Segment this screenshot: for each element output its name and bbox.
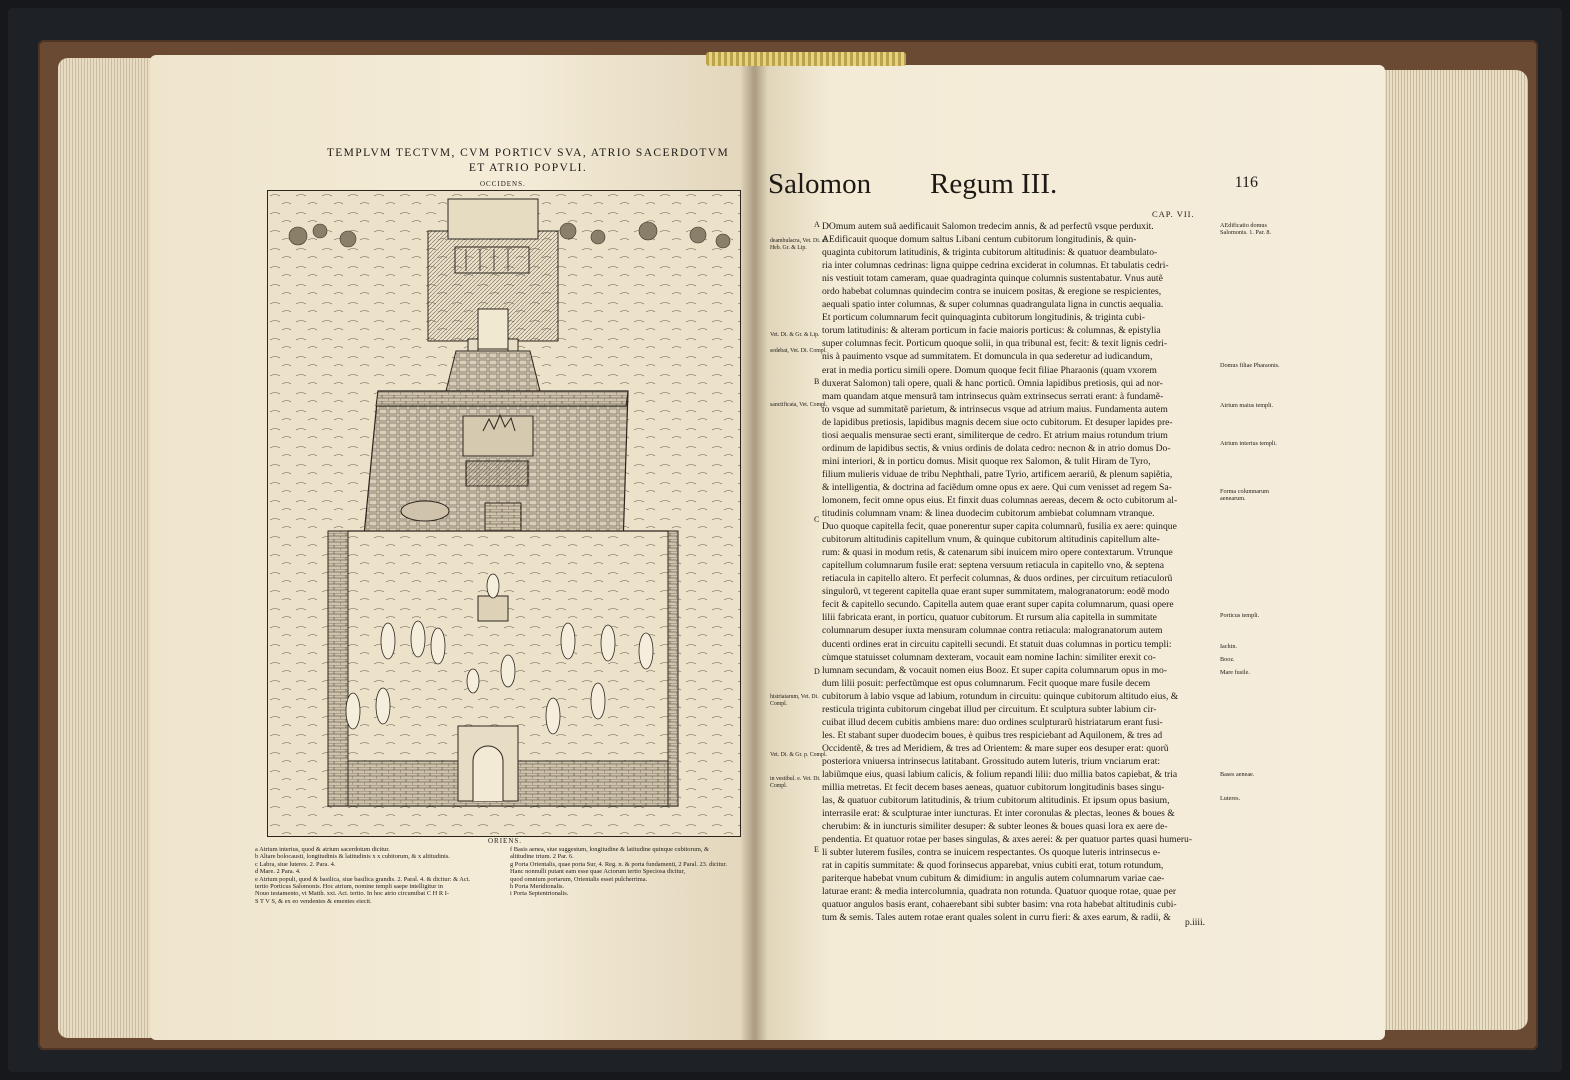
body-line: interrasile erat: & sculpturae inter iuncturas. Et inter coronulas & plectas, leones & boues & bbox=[822, 808, 1175, 820]
section-letter-c: C bbox=[814, 515, 820, 524]
body-line: Occidentẽ, & tres ad Meridiem, & tres ad Orientem: & mare super eos desuper erat: quorũ bbox=[822, 742, 1169, 754]
legend-line: d Mare. 2 Para. 4. bbox=[255, 868, 301, 876]
legend-line: i Porta Septentrionalis. bbox=[510, 890, 569, 898]
body-line: lilii fabricata erant, in porticu, quatuor cubitorum. Et rursum alia capitella in summitate bbox=[822, 612, 1157, 624]
legend-column-2 bbox=[510, 846, 765, 898]
body-line: lumnam secundam, & vocauit nomen eius Booz. Et super capita columnarum opus in mo- bbox=[822, 664, 1168, 676]
body-line: de lapidibus pretiosis, lapidibus magnis decem siue octo cubitorum. Et desuper lapides pre- bbox=[822, 416, 1173, 428]
body-line: singulorũ, vt tegerent capitella quae erant super summitatem, malogranatorum: eodẽ modo bbox=[822, 586, 1170, 598]
body-line: ordo habebat columnas quindecim contra se inuicem positas, & eregione se respicientes, bbox=[822, 286, 1162, 298]
section-letter-e: E bbox=[814, 845, 819, 854]
right-margin-note: Mare fusile. bbox=[1220, 669, 1250, 676]
right-margin-note: Bases aeneae. bbox=[1220, 771, 1255, 778]
body-line: quaginta cubitorum latitudinis, & triginta cubitorum altitudinis: & quatuor deambulato- bbox=[822, 247, 1158, 259]
legend-line: c Labra, siue luteres. 2. Para. 4. bbox=[255, 860, 336, 868]
body-line: laturae erant: & media intercolumnia, quadrata non rotunda. Quatuor quoque rotae, quae per bbox=[822, 886, 1177, 898]
chapter-heading: CAP. VII. bbox=[1152, 209, 1195, 219]
running-head bbox=[768, 168, 1258, 208]
left-margin-note: Vet. Di. & Gr. p. Compl. bbox=[770, 752, 828, 758]
legend-line: Nouo testamento, vt Matth. xxi. Act. tertio. In hoc atrio circumibat C H R I- bbox=[255, 890, 449, 898]
legend-line: quod omnium portarum, Orientalis esset pulcherrima. bbox=[510, 875, 648, 883]
body-line: resticula triginta cubitorum cingebat illud per circuitum. Et sculptura subter labium cir- bbox=[822, 703, 1157, 715]
plate-title bbox=[288, 146, 768, 176]
right-margin-note: Luteres. bbox=[1220, 795, 1241, 802]
body-line: Duo quoque capitella fecit, quae ponerentur super capita columnarũ, fusilia ex aere: quinque bbox=[822, 521, 1177, 533]
body-line: cubitorum à labio vsque ad labium, rotundum in circuitu: quinque cubitorum altitudo eius, & bbox=[822, 690, 1179, 702]
plate-title-line2: ET ATRIO POPVLI. bbox=[468, 162, 588, 174]
body-line: DOmum autem suã aedificauit Salomon tredecim annis, & ad perfectũ vsque perduxit. bbox=[822, 221, 1154, 232]
right-margin-note: Atrium interius templi. bbox=[1220, 440, 1277, 447]
left-margin-note: deambulacra, Vet. Di. al. Heb. Gr. & Lip. bbox=[770, 238, 828, 251]
right-margin-note: Forma columnarum aenearum. bbox=[1220, 488, 1269, 503]
body-line: quatuor angulos basis erant, cohaerebant sibi subter basim: vna rota habebat altitudinis cubi- bbox=[822, 899, 1177, 911]
body-line: cherubim: & in iuncturis similiter desuper: & subter leones & boues quasi lora ex aere de- bbox=[822, 821, 1168, 833]
woodcut-drawing bbox=[268, 191, 740, 836]
body-line: li subter luterem fusiles, contra se inuicem respectantes. Os quoque luteris intrinsecus e- bbox=[822, 847, 1161, 859]
left-margin-note: sanctificata, Vet. Compl. bbox=[770, 402, 828, 408]
body-line: nis vestiuit totam cameram, quae quadraginta quinque columnis sustentabatur. Vnus autẽ bbox=[822, 273, 1163, 285]
legend-line: e Atrium populi, quod & basilica, siue basilica grandis. 2. Paral. 4. & dicitur: & Act. bbox=[255, 875, 471, 883]
body-line: fecit & capitello secundo. Capitella autem quae erant super capita columnarum, quasi opere bbox=[822, 599, 1174, 611]
body-line: labiũmque eius, quasi labium calicis, & folium repandi lilii: duo millia batos capiebat, & tria bbox=[822, 768, 1178, 780]
body-line: capitellum columnarum fusile erat: septena versuum retiacula in capitello vno, & septena bbox=[822, 560, 1165, 572]
body-line: millia metretas. Et fecit decem bases aeneas, quatuor cubitorum longitudinis bases singu- bbox=[822, 782, 1165, 794]
right-margin-note: Atrium maius templi. bbox=[1220, 402, 1274, 409]
right-margin-note: Porticus templi. bbox=[1220, 612, 1260, 619]
body-line: ducenti ordines erat in circuitu capitelli secundi. Et statuit duas columnas in porticu templi: bbox=[822, 638, 1172, 650]
signature-mark: p.iiii. bbox=[1185, 918, 1206, 928]
legend-line: a Atrium interius, quod & atrium sacerdotum dicitur. bbox=[255, 846, 390, 853]
body-line: rat in capitis summitate: & quod forinsecus apparebat, vnius cubiti erat, totum rotundum, bbox=[822, 860, 1164, 872]
right-margin-note: Booz. bbox=[1220, 656, 1235, 663]
body-line: & intelligentia, & doctrina ad faciẽdum omne opus ex aere. Qui cum venisset ad regem Sa- bbox=[822, 481, 1172, 493]
page-number: 116 bbox=[1234, 174, 1258, 191]
left-margin-note: sedebat, Vet. Di. Compl. bbox=[770, 348, 827, 354]
book-headband bbox=[706, 52, 906, 66]
legend-line: tertio Porticus Salomonis. Hoc atrium, nomine templi saepe intelligitur in bbox=[255, 883, 443, 891]
right-page-edges bbox=[1378, 70, 1528, 1030]
body-line: cubitorum altitudinis capitellum vnum, & quinque cubitorum altitudinis capitellum alte- bbox=[822, 534, 1160, 546]
body-line: cùmque statuisset columnam dexteram, vocauit eam nomine Iachin: similiter erexit co- bbox=[822, 651, 1156, 663]
legend-line: altitudine trium. 2 Par. 6. bbox=[510, 853, 574, 861]
legend-line: Hanc nonnulli putant eam esse quae Actorum tertio Speciosa dicitur, bbox=[510, 868, 686, 876]
body-line: cuibat illud decem cubitis ambiens mare: duo ordines sculpturarũ histriatarum erant fusi- bbox=[822, 716, 1163, 728]
body-line: nis à pauimento vsque ad summitatem. Et domuncula in qua sederetur ad iudicandum, bbox=[822, 351, 1153, 363]
body-line: filium mulieris viduae de tribu Nephthali, patre Tyrio, artificem aerariũ, & plenum sapiẽtia, bbox=[822, 468, 1173, 480]
body-line: super columnas fecit. Porticum quoque solii, in qua tribunal est, fecit: & texit lignis cedri- bbox=[822, 338, 1168, 350]
legend-line: g Porta Orientalis, quae porta Sur, 4. Reg. n. & porta fundamenti, 2 Paral. 23. dicitur. bbox=[510, 860, 727, 868]
body-line: torum latitudinis: & alteram porticum in facie maioris porticus: & columnas, & epistylia bbox=[822, 325, 1161, 337]
body-line: AEdificauit quoque domum saltus Libani centum cubitorum longitudinis, & quin- bbox=[822, 234, 1137, 246]
compass-west-label: OCCIDENS. bbox=[480, 180, 526, 188]
body-line: to vsque ad summitatẽ parietum, & intrinsecus vsque ad atrium maius. Fundamenta autem bbox=[822, 403, 1168, 415]
legend-line: b Altare holocausti, longitudinis & latitudinis x x cubitorum, & x altitudinis. bbox=[255, 853, 450, 861]
plate-title-line1: TEMPLVM TECTVM, CVM PORTICV SVA, ATRIO SACERDOTVM bbox=[326, 147, 730, 159]
running-head-left: Salomon bbox=[768, 168, 872, 200]
right-margin-note: Domus filiae Pharaonis. bbox=[1220, 362, 1280, 369]
left-margin-note: Vet. Di. & Gr. & Lip. bbox=[770, 332, 820, 338]
body-line: Et porticum columnarum fecit quinquaginta cubitorum longitudinis, & triginta cubi- bbox=[822, 312, 1145, 324]
body-line: titudinis columnam vnam: & linea duodecim cubitorum ambiebat columnam vtranque. bbox=[822, 508, 1155, 520]
body-line: columnarum desuper iuxta mensuram columnae contra retiacula: malogranatorum autem bbox=[822, 625, 1163, 637]
section-letter-d: D bbox=[814, 667, 820, 676]
body-line: tum & semis. Tales autem rotae erant quales solent in curru fieri: & axes earum, & radii, & bbox=[822, 912, 1171, 924]
book-gutter bbox=[740, 55, 768, 1040]
body-line: mam quandam atque mensurã tam intrinsecus quàm extrinsecus serrati erant: à fundamẽ- bbox=[822, 390, 1164, 402]
body-line: las, & quatuor cubitorum latitudinis, & trium cubitorum altitudinis. Et ipsum opus basium, bbox=[822, 795, 1170, 807]
body-line: retiacula in capitello altero. Et perfecit columnas, & duos ordines, per circuitum retiaculorũ bbox=[822, 573, 1173, 585]
body-line: ria inter columnas cedrinas: ligna quippe cedrina exciderat in columnas. Et tabulatis cedri- bbox=[822, 260, 1169, 272]
body-line: tiosi aequalis mensurae secti erant, similiterque de cedro. Et atrium maius rotundum trium bbox=[822, 429, 1168, 441]
chapter-body-text bbox=[822, 220, 1220, 925]
right-margin-note: AEdificatio domus Salomonis. 1. Par. 8. bbox=[1220, 222, 1272, 237]
body-line: aequali spatio inter columnas, & super columnas quadrangulata ligna in cunctis aequalia. bbox=[822, 299, 1164, 311]
legend-line: h Porta Meridionalis. bbox=[510, 883, 565, 891]
body-line: dum lilii posuit: perfectũmque est opus columnarum. Fecit quoque mare fusile decem bbox=[822, 677, 1151, 689]
body-line: rum: & quasi in modum retis, & catenarum sibi inuicem miro opere contextarum. Vtrunque bbox=[822, 547, 1173, 559]
section-letter-b: B bbox=[814, 377, 820, 386]
body-line: lomonem, fecit omne opus eius. Et finxit duas columnas aereas, decem & octo cubitorum al- bbox=[822, 494, 1178, 506]
legend-line: S T V S, & ex eo vendentes & ementes eiecit. bbox=[255, 897, 372, 905]
section-letter-a: A bbox=[814, 220, 820, 229]
body-line: pariterque habebat vnum cubitum & dimidium: in angulis autem columnarum variae cae- bbox=[822, 873, 1165, 885]
body-line: ordinum de lapidibus sectis, & vnius ordinis de dolata cedro: necnon & in atrio domus Do- bbox=[822, 442, 1171, 454]
body-line: les. Et stabant super duodecim boues, è quibus tres respiciebant ad Aquilonem, & tres ad bbox=[822, 729, 1163, 741]
body-line: pendentia. Et quatuor rotae per bases singulas, & axes aerei: & per quatuor partes quasi humeru- bbox=[822, 834, 1193, 846]
left-margin-note: histriatarum, Vet. Di. Compl. bbox=[770, 694, 819, 707]
legend-column-1 bbox=[255, 846, 510, 905]
temple-woodcut-illustration bbox=[267, 190, 741, 837]
body-line: posteriora vniuersa intrinsecus latitabant. Grossitudo autem luteris, trium vnciarum erat: bbox=[822, 755, 1161, 767]
legend-line: f Basis aenea, siue suggestum, longitudine & latitudine quinque cubitorum, & bbox=[510, 846, 709, 853]
body-line: erat in media porticu simili opere. Domum quoque fecit filiae Pharaonis (quam vxorem bbox=[822, 364, 1157, 376]
body-line: mini interiori, & in porticu domus. Misit quoque rex Salomon, & tulit Hiram de Tyro, bbox=[822, 455, 1151, 467]
left-margin-note: in vestibul. e. Vet. Di. Compl. bbox=[770, 776, 821, 789]
compass-east-label: ORIENS. bbox=[488, 837, 523, 845]
right-margin-note: Iachin. bbox=[1220, 643, 1238, 650]
running-head-center: Regum III. bbox=[930, 168, 1058, 200]
left-page-edges bbox=[58, 58, 158, 1038]
body-line: duxerat Salomon) tali opere, quali & hanc porticũ. Omnia lapidibus pretiosis, qui ad nor- bbox=[822, 377, 1163, 389]
